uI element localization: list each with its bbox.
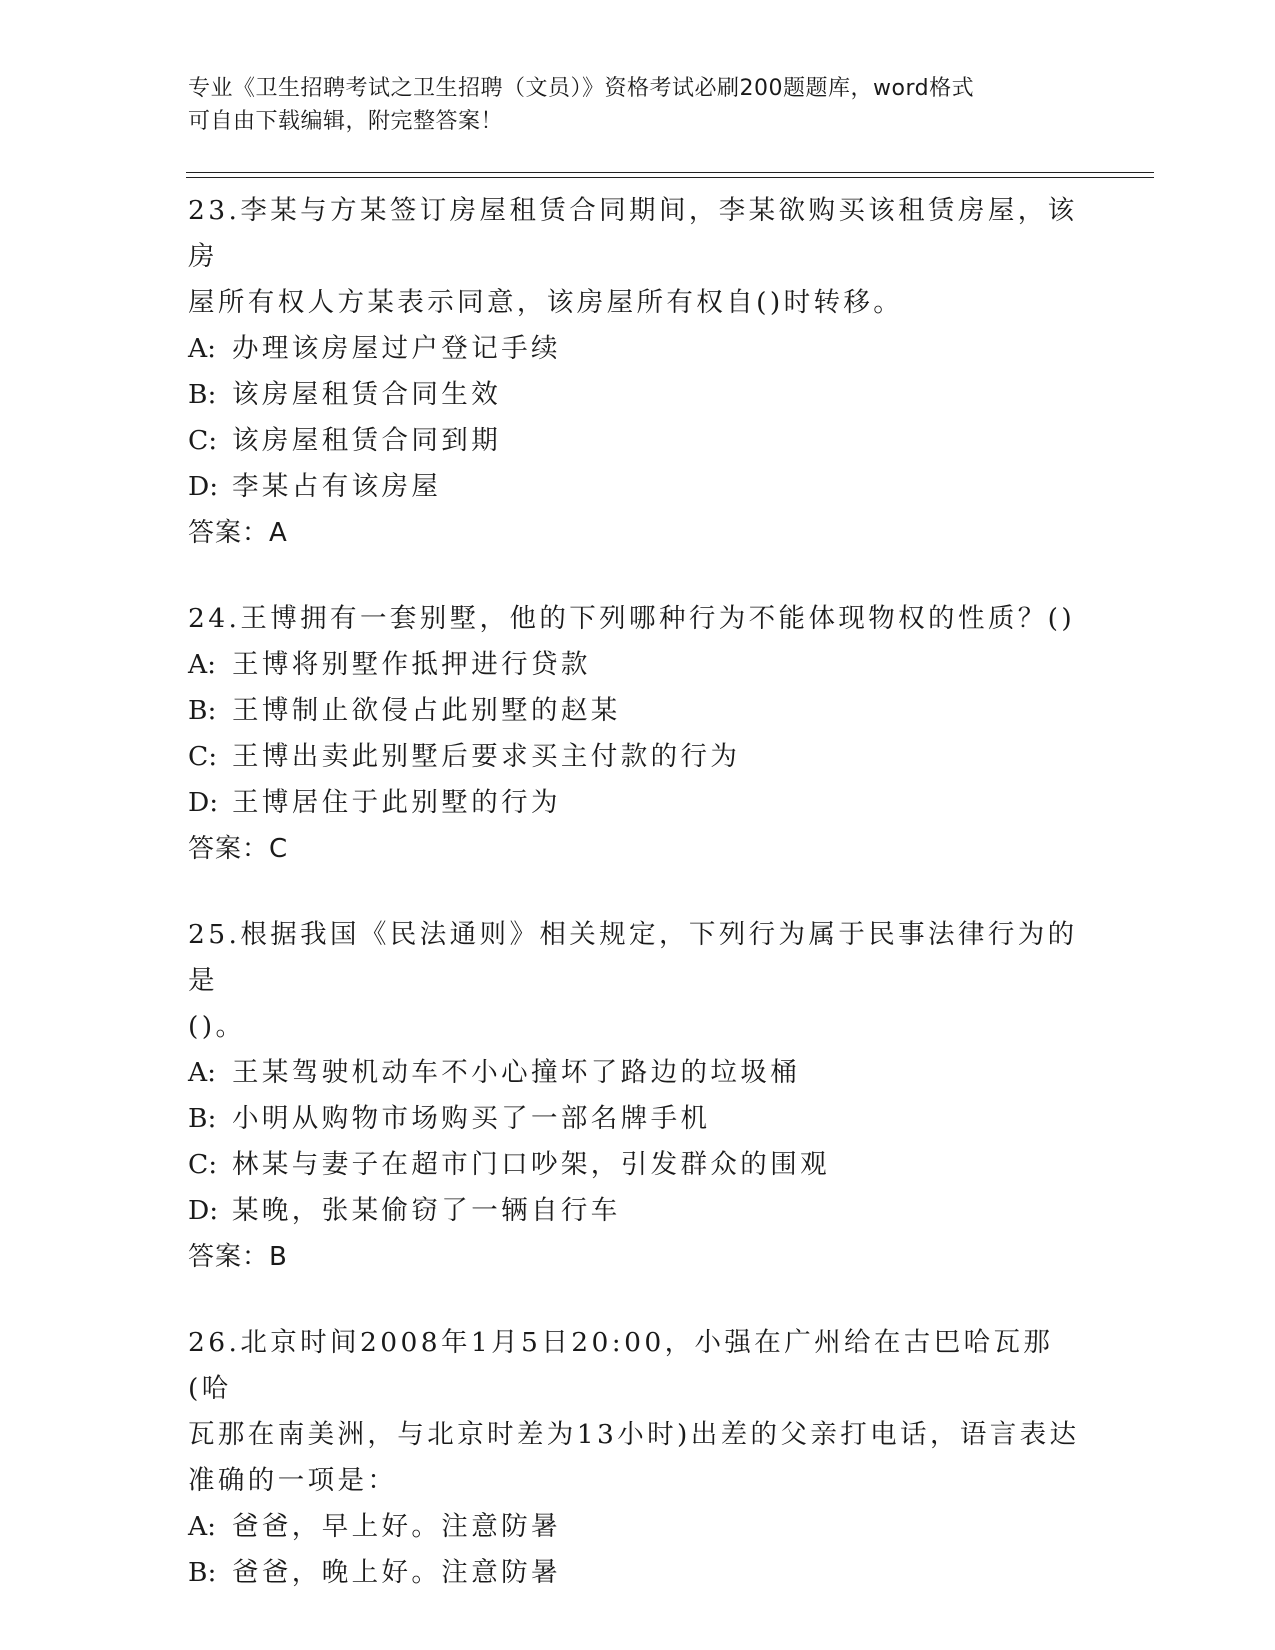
question-24 — [188, 596, 1088, 872]
question-number: 26. — [188, 1327, 241, 1358]
option-c — [188, 1142, 1088, 1188]
question-line-3: 准确的一项是： — [188, 1465, 398, 1496]
question-line-2: 屋所有权人方某表示同意，该房屋所有权自()时转移。 — [188, 287, 904, 318]
option-c — [188, 418, 1088, 464]
option-key: C: — [188, 425, 218, 456]
option-key: B: — [188, 1557, 217, 1588]
header-line-1: 专业《卫生招聘考试之卫生招聘（文员）》资格考试必刷200题题库，word格式 — [188, 76, 975, 101]
option-key: D: — [188, 787, 219, 818]
option-d — [188, 780, 1088, 826]
option-text: 爸爸，晚上好。注意防暑 — [232, 1557, 561, 1588]
option-b — [188, 688, 1088, 734]
option-text: 王博将别墅作抵押进行贷款 — [232, 649, 591, 680]
option-key: C: — [188, 741, 218, 772]
option-text: 办理该房屋过户登记手续 — [232, 333, 561, 364]
option-a — [188, 1504, 1088, 1550]
option-b — [188, 1550, 1088, 1596]
option-text: 林某与妻子在超市门口吵架，引发群众的围观 — [232, 1149, 830, 1180]
answer-line: 答案：B — [188, 1242, 288, 1272]
option-text: 小明从购物市场购买了一部名牌手机 — [232, 1103, 711, 1134]
option-text: 王博居住于此别墅的行为 — [232, 787, 561, 818]
question-25 — [188, 912, 1088, 1280]
option-d — [188, 464, 1088, 510]
option-text: 王博制止欲侵占此别墅的赵某 — [232, 695, 621, 726]
question-line-2: ()。 — [188, 1011, 246, 1042]
header-divider-top — [186, 172, 1154, 173]
option-text: 王博出卖此别墅后要求买主付款的行为 — [232, 741, 741, 772]
option-key: B: — [188, 379, 217, 410]
answer-line: 答案：C — [188, 834, 289, 864]
option-b — [188, 372, 1088, 418]
option-key: D: — [188, 471, 219, 502]
question-line-1: 李某与方某签订房屋租赁合同期间，李某欲购买该租赁房屋，该房 — [188, 195, 1078, 272]
question-text — [188, 912, 1088, 1050]
option-text: 某晚，张某偷窃了一辆自行车 — [232, 1195, 621, 1226]
header-line-2: 可自由下载编辑，附完整答案！ — [188, 109, 504, 134]
option-key: A: — [188, 333, 217, 364]
answer-line: 答案：A — [188, 518, 288, 548]
document-header — [188, 72, 1068, 138]
question-line-1: 北京时间2008年1月5日20:00，小强在广州给在古巴哈瓦那(哈 — [188, 1327, 1054, 1404]
option-key: A: — [188, 1057, 217, 1088]
question-text — [188, 1320, 1088, 1504]
question-number: 25. — [188, 919, 241, 950]
question-text — [188, 596, 1088, 642]
option-text: 王某驾驶机动车不小心撞坏了路边的垃圾桶 — [232, 1057, 801, 1088]
question-line-1: 王博拥有一套别墅，他的下列哪种行为不能体现物权的性质？() — [240, 603, 1076, 634]
option-text: 李某占有该房屋 — [232, 471, 442, 502]
option-d — [188, 1188, 1088, 1234]
question-number: 24. — [188, 603, 241, 634]
option-b — [188, 1096, 1088, 1142]
option-a — [188, 326, 1088, 372]
option-a — [188, 642, 1088, 688]
question-line-2: 瓦那在南美洲，与北京时差为13小时)出差的父亲打电话，语言表达 — [188, 1419, 1080, 1450]
option-c — [188, 734, 1088, 780]
option-key: A: — [188, 649, 217, 680]
option-a — [188, 1050, 1088, 1096]
option-key: B: — [188, 695, 217, 726]
option-key: C: — [188, 1149, 218, 1180]
option-text: 该房屋租赁合同到期 — [232, 425, 502, 456]
question-list — [188, 188, 1088, 1636]
question-text — [188, 188, 1088, 326]
question-23 — [188, 188, 1088, 556]
header-divider-bottom — [186, 177, 1154, 178]
question-number: 23. — [188, 195, 241, 226]
option-key: A: — [188, 1511, 217, 1542]
option-text: 该房屋租赁合同生效 — [232, 379, 502, 410]
question-line-1: 根据我国《民法通则》相关规定，下列行为属于民事法律行为的是 — [188, 919, 1078, 996]
option-key: D: — [188, 1195, 219, 1226]
option-key: B: — [188, 1103, 217, 1134]
question-26 — [188, 1320, 1088, 1596]
option-text: 爸爸，早上好。注意防暑 — [232, 1511, 561, 1542]
